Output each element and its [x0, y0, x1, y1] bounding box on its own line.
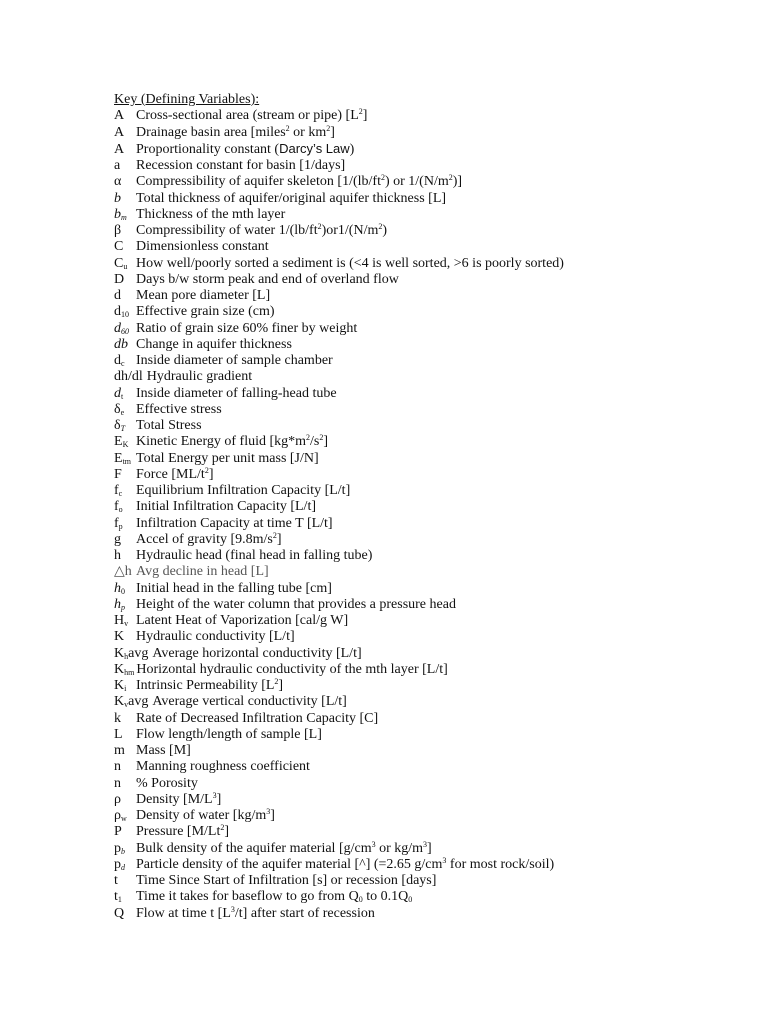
variable-symbol: $d_c$ [114, 353, 125, 369]
variable-description: Hydraulic conductivity [L/t] [136, 629, 295, 645]
variable-symbol: ρ [114, 791, 121, 807]
variable-description: Hydraulic head (final head in falling tube) [136, 548, 373, 564]
variable-description: Bulk density of the aquifer material [$g/cm^3$ or $kg/m^3$] [136, 839, 432, 856]
variable-symbol: $p_d$ [114, 856, 125, 872]
variable-symbol: K [114, 629, 125, 645]
variable-description: Flow length/length of sample [L] [136, 726, 322, 742]
variable-symbol: $f_o$ [114, 499, 123, 515]
variable-description: Change in aquifer thickness [136, 336, 292, 352]
variable-row [114, 467, 754, 483]
variable-description: Height of the water column that provides a pressure head [136, 596, 456, 612]
variable-symbol: $\delta_e$ [114, 401, 125, 417]
variable-description: Ratio of grain size 60% finer by weight [136, 320, 358, 336]
variable-symbol: $b_m$ [114, 206, 127, 222]
variable-description: Accel of gravity $[9.8m/s^2]$ [136, 530, 282, 547]
variable-symbol: $K_havg$ [114, 645, 149, 661]
variable-symbol: $\delta_T$ [114, 418, 126, 434]
variable-description: Equilibrium Infiltration Capacity [L/t] [136, 483, 351, 499]
variable-symbol: F [114, 466, 122, 482]
variable-description: Days b/w storm peak and end of overland flow [136, 271, 399, 287]
variable-row [114, 808, 754, 824]
variable-description: Rate of Decreased Infiltration Capacity [C] [136, 710, 379, 726]
variable-row [114, 499, 754, 515]
variable-description: Total Stress [136, 418, 202, 434]
variable-description: Compressibility of aquifer skeleton [$1/(lb/ft^2)$ or $1/(N/m^2)$] [136, 173, 463, 190]
variable-row [114, 776, 754, 792]
variable-symbol: $p_b$ [114, 840, 125, 856]
variable-row [114, 337, 754, 353]
variable-symbol: A [114, 141, 125, 157]
variable-description: Dimensionless constant [136, 239, 269, 255]
variable-row [114, 564, 754, 580]
variable-key-document [114, 92, 754, 922]
variable-row [114, 174, 754, 190]
variable-description: Initial Infiltration Capacity [L/t] [136, 499, 316, 515]
variable-description: Initial head in the falling tube [cm] [136, 580, 332, 596]
variable-description: Average horizontal conductivity [L/t] [152, 645, 362, 661]
variable-symbol: β [114, 223, 122, 239]
variable-description: Thickness of the mth layer [136, 206, 286, 222]
variable-description: Hydraulic gradient [146, 369, 253, 385]
variable-description: Avg decline in head [L] [136, 564, 269, 580]
variable-row [114, 662, 754, 678]
variable-row [114, 841, 754, 857]
variable-symbol: L [114, 726, 123, 742]
variable-description: Inside diameter of sample chamber [136, 353, 333, 369]
variable-row [114, 678, 754, 694]
variable-symbol: $E_{tm}$ [114, 450, 132, 466]
variable-symbol: $K_{hm}$ [114, 661, 135, 677]
variable-row [114, 418, 754, 434]
variable-row [114, 629, 754, 645]
variable-description: Intrinsic Permeability $[L^2]$ [136, 677, 284, 694]
variable-description: Mean pore diameter [L] [136, 288, 271, 304]
variable-row [114, 694, 754, 710]
variable-row [114, 256, 754, 272]
variable-symbol: $C_u$ [114, 255, 128, 271]
variable-description: How well/poorly sorted a sediment is (<4 is well sorted, >6 is poorly sorted) [136, 255, 564, 271]
variable-description: Recession constant for basin [1/days] [136, 158, 346, 174]
variable-symbol: $\rho_w$ [114, 808, 127, 824]
variable-row [114, 223, 754, 239]
variable-description: Density $[M/L^3]$ [136, 790, 222, 807]
variable-symbol: $K_i$ [114, 678, 127, 694]
variable-row [114, 824, 754, 840]
variable-row [114, 158, 754, 174]
variable-symbol: $t_1$ [114, 889, 122, 905]
variable-symbol: db [114, 336, 128, 352]
variable-description: Total thickness of aquifer/original aquifer thickness [L] [136, 190, 447, 206]
variable-symbol: $f_c$ [114, 483, 123, 499]
variable-row [114, 451, 754, 467]
variable-symbol: Q [114, 905, 125, 921]
variable-row [114, 743, 754, 759]
variable-description: Kinetic Energy of fluid $[kg*m^2/s^2]$ [136, 433, 329, 450]
variable-row [114, 207, 754, 223]
variable-description: Time it takes for baseflow to go from $Q_0$ to $0.1Q_0$ [136, 889, 413, 905]
variable-description: Pressure [M/Lt$^2$] [136, 823, 230, 840]
variable-description: Effective stress [136, 401, 222, 417]
variable-row [114, 532, 754, 548]
variable-row [114, 386, 754, 402]
variable-description: Proportionality constant (Darcy’s Law) [136, 140, 355, 157]
variable-symbol: $d_t$ [114, 385, 124, 401]
variable-description: Horizontal hydraulic conductivity of the mth layer [L/t] [136, 661, 448, 677]
variable-symbol: $d_{10}$ [114, 304, 129, 320]
variable-symbol: △h [114, 564, 132, 580]
variable-row [114, 646, 754, 662]
variable-row [114, 483, 754, 499]
variable-symbol: d [114, 288, 121, 304]
variable-symbol: $h_p$ [114, 596, 125, 612]
variable-row [114, 759, 754, 775]
variable-symbol: g [114, 531, 121, 547]
variable-list [114, 108, 754, 922]
variable-symbol: k [114, 710, 121, 726]
variable-row [114, 288, 754, 304]
variable-symbol: $K_vavg$ [114, 694, 149, 710]
variable-row [114, 711, 754, 727]
variable-symbol: n [114, 759, 121, 775]
variable-row [114, 272, 754, 288]
variable-description: Force $[ML/t^2]$ [136, 465, 214, 482]
variable-row [114, 857, 754, 873]
variable-description: Drainage basin area [miles$^2$ or $km^2$] [136, 123, 335, 140]
variable-symbol: $E_K$ [114, 434, 129, 450]
variable-symbol: b [114, 190, 121, 206]
variable-description: Flow at time t $[L^3/t]$ after start of recession [136, 904, 375, 921]
variable-description: Particle density of the aquifer material [^] (=2.65 $g/cm^3$ for most rock/soil) [136, 855, 555, 872]
variable-symbol: $d_{60}$ [114, 320, 129, 336]
variable-description: Inside diameter of falling-head tube [136, 385, 337, 401]
variable-description: Total Energy per unit mass [J/N] [136, 450, 319, 466]
variable-symbol: A [114, 108, 125, 124]
variable-row [114, 304, 754, 320]
variable-description: Infiltration Capacity at time T [L/t] [136, 515, 333, 531]
variable-description: Average vertical conductivity [L/t] [152, 694, 347, 710]
key-heading: Key (Defining Variables): [114, 92, 260, 107]
variable-symbol: A [114, 124, 125, 140]
variable-description: Latent Heat of Vaporization [cal/g W] [136, 613, 349, 629]
variable-symbol: α [114, 174, 122, 190]
variable-symbol: $f_p$ [114, 515, 123, 531]
variable-symbol: dh/dl [114, 369, 143, 385]
variable-row [114, 402, 754, 418]
variable-symbol: m [114, 743, 125, 759]
variable-symbol: t [114, 873, 118, 889]
variable-row [114, 369, 754, 385]
variable-row [114, 889, 754, 905]
variable-row [114, 873, 754, 889]
variable-description: Cross-sectional area (stream or pipe) $[L^2]$ [136, 107, 368, 124]
variable-symbol: $h_0$ [114, 580, 125, 596]
variable-row [114, 108, 754, 124]
variable-row [114, 239, 754, 255]
variable-row [114, 516, 754, 532]
variable-symbol: a [114, 158, 121, 174]
variable-description: Manning roughness coefficient [136, 759, 310, 775]
variable-row [114, 906, 754, 922]
variable-description: Density of water $[kg/m^3]$ [136, 807, 275, 824]
variable-description: Time Since Start of Infiltration [s] or recession [days] [136, 873, 437, 889]
variable-symbol: D [114, 271, 125, 287]
variable-row [114, 548, 754, 564]
variable-row [114, 597, 754, 613]
variable-symbol: $H_v$ [114, 613, 129, 629]
variable-row [114, 792, 754, 808]
variable-description: Effective grain size (cm) [136, 304, 275, 320]
variable-row [114, 141, 754, 158]
variable-row [114, 613, 754, 629]
variable-row [114, 321, 754, 337]
variable-symbol: h [114, 548, 121, 564]
variable-description: % Porosity [136, 775, 198, 791]
variable-row [114, 353, 754, 369]
variable-description: Compressibility of water $1/(lb/ft^2)or1/(N/m^2)$ [136, 222, 388, 239]
variable-row [114, 125, 754, 141]
variable-row [114, 434, 754, 450]
variable-row [114, 581, 754, 597]
variable-symbol: n [114, 775, 121, 791]
variable-row [114, 191, 754, 207]
variable-description: Mass [M] [136, 743, 191, 759]
variable-symbol: P [114, 824, 122, 840]
variable-symbol: C [114, 239, 124, 255]
variable-row [114, 727, 754, 743]
